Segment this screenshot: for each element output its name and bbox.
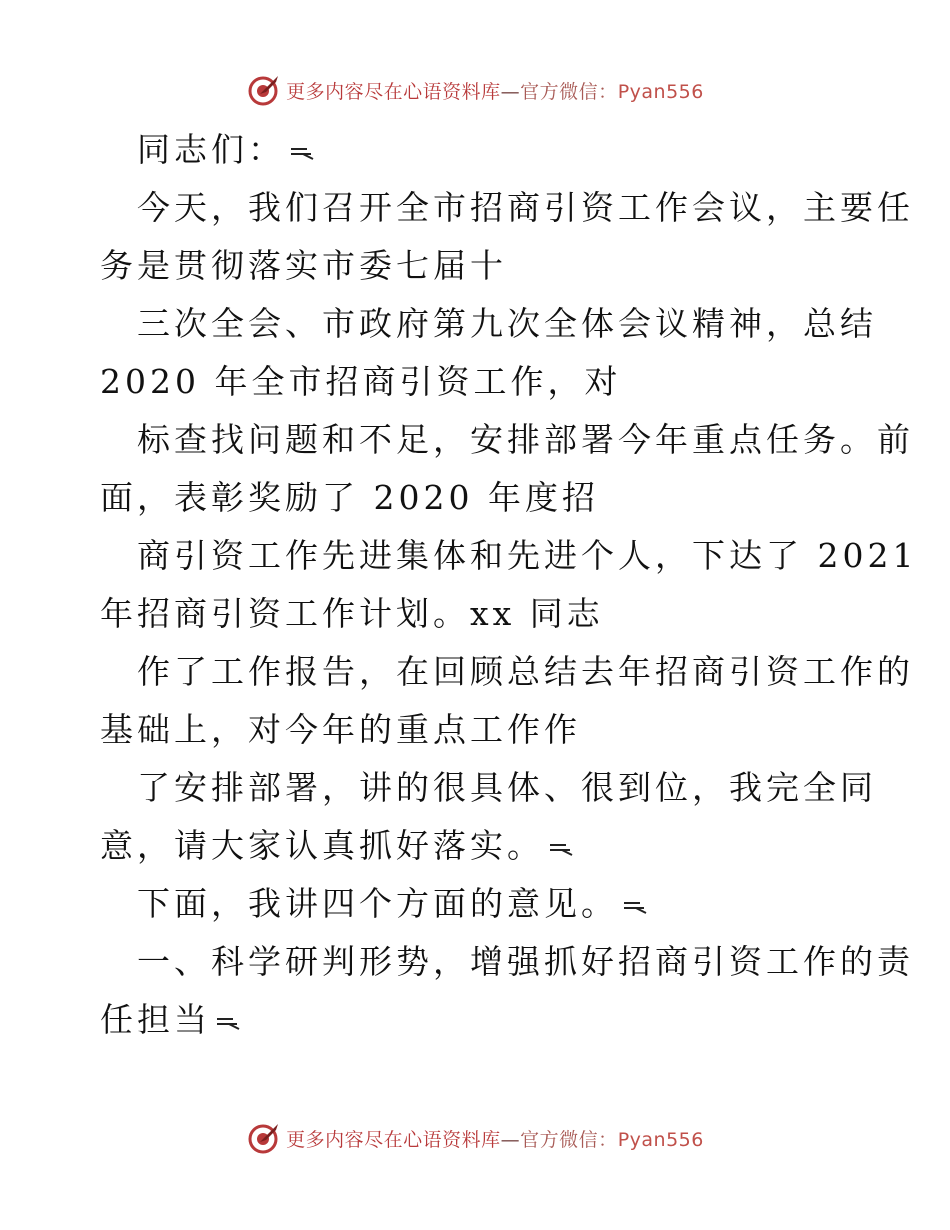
body-line: 务是贯彻落实市委七届十 (100, 246, 507, 285)
paragraph-mark-icon (289, 142, 315, 162)
footer-watermark (0, 1118, 950, 1158)
body-line: 2020 年全市招商引资工作，对 (100, 362, 622, 401)
paragraph-mark-icon (215, 1012, 241, 1032)
body-line: 了安排部署，讲的很具体、很到位，我完全同 (137, 768, 877, 807)
body-line: 同志们： (137, 130, 315, 170)
body-line: 一、科学研判形势，增强抓好招商引资工作的责 (137, 942, 914, 981)
watermark-text: 更多内容尽在心语资料库—官方微信：Pyan556 (286, 1128, 704, 1151)
paragraph-mark-icon (622, 896, 648, 916)
body-line: 商引资工作先进集体和先进个人，下达了 2021 (137, 536, 918, 575)
quill-logo-icon (246, 1120, 282, 1156)
body-line: 下面，我讲四个方面的意见。 (137, 884, 648, 924)
body-line: 今天，我们召开全市招商引资工作会议，主要任 (137, 188, 914, 227)
header-watermark (0, 70, 950, 110)
body-line: 作了工作报告，在回顾总结去年招商引资工作的 (137, 652, 914, 691)
body-line: 任担当 (100, 1000, 241, 1040)
body-line: 面，表彰奖励了 2020 年度招 (100, 478, 599, 517)
body-line: 标查找问题和不足，安排部署今年重点任务。前 (137, 420, 914, 459)
quill-logo-icon (246, 72, 282, 108)
body-line: 年招商引资工作计划。xx 同志 (100, 594, 604, 633)
body-line: 基础上，对今年的重点工作作 (100, 710, 581, 749)
watermark-text: 更多内容尽在心语资料库—官方微信：Pyan556 (286, 80, 704, 103)
paragraph-mark-icon (548, 838, 574, 858)
body-line: 三次全会、市政府第九次全体会议精神，总结 (137, 304, 877, 343)
body-line: 意，请大家认真抓好落实。 (100, 826, 574, 866)
